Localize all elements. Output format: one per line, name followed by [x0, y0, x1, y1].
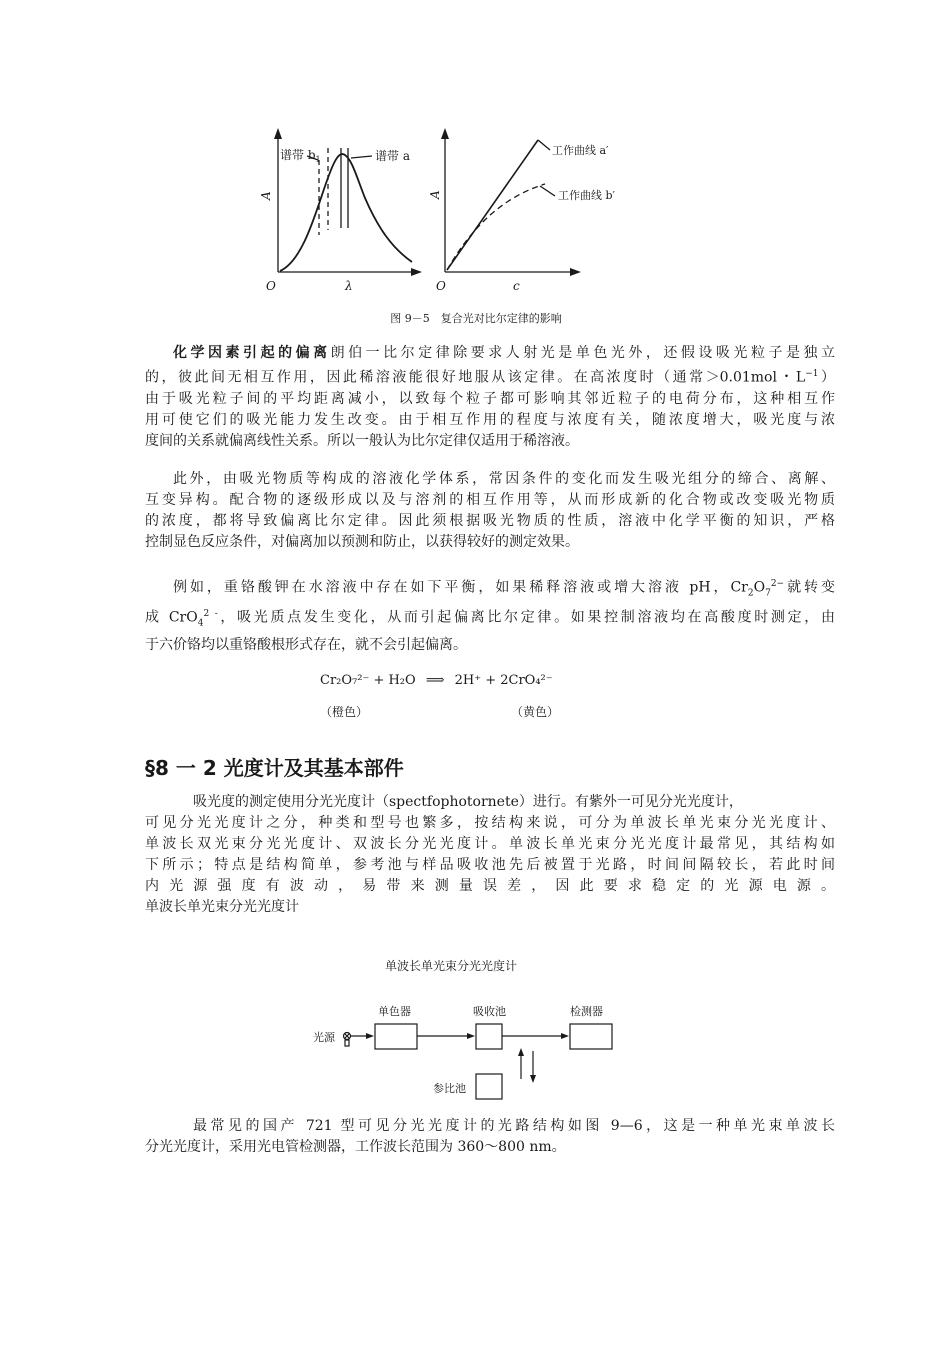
para1-line5: 度间的关系就偏离线性关系。所以一般认为比尔定律仅适用于稀溶液。: [145, 432, 579, 449]
para2-line4: 控制显色反应条件，对偏离加以预测和防止，以获得较好的测定效果。: [145, 534, 579, 550]
para1-line1-text: 朗伯一比尔定律除要求人射光是单色光外，还假设吸光粒子是独立: [330, 345, 836, 361]
light-source-icon: [344, 1033, 351, 1040]
para3-line1: 例如，重铬酸钾在水溶液中存在如下平衡，如果稀释溶液或增大溶液 pH，$Cr_2O_7^{2-}$就转变: [173, 579, 836, 599]
section-heading: §8 一 2 光度计及其基本部件: [145, 756, 404, 780]
paragraph-chemical-deviation: [145, 343, 835, 452]
equilibrium-arrow: ⟹: [425, 673, 445, 688]
para4-line4: 下所示；特点是结构简单，参考池与样品吸收池先后被置于光路，时间间隔较长，若此时间: [145, 857, 835, 873]
para1-bold-lead: 化学因素引起的偏离: [173, 345, 331, 361]
para1-line4: 用可使它们的吸光能力发生改变。由于相互作用的程度与浓度有关，随浓度增大，吸光度与浓: [145, 411, 835, 428]
right-x-axis-label: c: [513, 279, 520, 293]
monochromator-box: [375, 1024, 417, 1049]
paragraph-spectrophotometer: [145, 792, 835, 918]
band-a-label: 谱带 a: [375, 149, 410, 163]
label-light-source: 光源: [313, 1031, 335, 1044]
para4-line5: 内光源强度有波动，易带来测量误差，因此要求稳定的光源电源。: [145, 878, 835, 894]
label-detector: 检测器: [570, 1005, 603, 1018]
working-curve-a: [447, 140, 538, 270]
para1-line2: 的，彼此间无相互作用，因此稀溶液能很好地服从该定律。在高浓度时（通常＞0.01mol・$L^{-1}$）: [145, 369, 836, 386]
right-origin-label: O: [436, 279, 446, 293]
band-b1-label: 谱带 $b_1$: [280, 148, 321, 164]
para3-line3: 于六价铬均以重铬酸根形式存在，就不会引起偏离。: [145, 636, 467, 653]
chemical-equation: [320, 673, 553, 688]
figure-caption: 图 9－5 复合光对比尔定律的影响: [390, 312, 562, 325]
para2-line3: 的浓度，都将导致偏离比尔定律。因此须根据吸光物质的性质，溶液中化学平衡的知识，严格: [145, 513, 835, 529]
paragraph-dichromate-example: [145, 574, 835, 656]
para1-line1: [145, 343, 835, 364]
absorption-band-curve: [280, 154, 412, 271]
label-reference-cell: 参比池: [433, 1082, 466, 1095]
equation-color-orange: （橙色）: [320, 705, 369, 719]
right-y-axis-label: A: [428, 190, 442, 199]
left-origin-label: O: [266, 279, 276, 293]
para4-line2: 可见分光光度计之分，种类和型号也繁多，按结构来说，可分为单波长单光束分光光度计、: [145, 815, 835, 831]
curve-b-leader: [540, 186, 555, 196]
curve-a-leader: [538, 140, 550, 150]
para2-line1: 此外，由吸光物质等构成的溶液化学体系，常因条件的变化而发生吸光组分的缔合、离解、: [173, 471, 835, 487]
left-y-axis-label: A: [259, 191, 273, 200]
para5-line2: 分光光度计，采用光电管检测器，工作波长范围为 360～800 nm。: [145, 1139, 566, 1155]
label-monochromator: 单色器: [378, 1005, 411, 1018]
equation-rhs: 2H⁺ + 2CrO₄²⁻: [454, 673, 553, 688]
equation-color-yellow: （黄色）: [511, 705, 560, 719]
para3-line2: 成 CrO$_4^{2 -}$，吸光质点发生变化，从而引起偏离比尔定律。如果控制溶液均在高酸度时测定，由: [145, 609, 835, 629]
curve-a-label: 工作曲线 a′: [552, 144, 609, 157]
para4-line3: 单波长双光束分光光度计、双波长分光光度计。单波长单光束分光光度计最常见，其结构如: [145, 836, 835, 852]
curve-b-label: 工作曲线 b′: [558, 189, 616, 202]
working-curve-b: [447, 184, 545, 270]
para1-line3: 由于吸光粒子间的平均距离减小，以致每个粒子都可影响其邻近粒子的电荷分布，这种相互作: [145, 390, 835, 407]
detector-box: [570, 1024, 612, 1049]
figure-9-5: [0, 0, 952, 310]
para2-line2: 互变异构。配合物的逐级形成以及与溶剂的相互作用等，从而形成新的化合物或改变吸光物质: [145, 492, 835, 508]
absorption-cell-box: [476, 1024, 502, 1049]
para4-line6: 单波长单光束分光光度计: [145, 899, 299, 915]
label-absorption-cell: 吸收池: [473, 1005, 506, 1018]
para4-line1: 吸光度的测定使用分光光度计（spectfophotornete）进行。有紫外一可见分光光度计，: [193, 794, 743, 810]
paragraph-model-721: [145, 1116, 835, 1158]
paragraph-solution-chemistry: [145, 469, 835, 553]
diagram-title: 单波长单光束分光光度计: [385, 959, 518, 973]
para5-line1: 最常见的国产 721 型可见分光光度计的光路结构如图 9—6，这是一种单光束单波长: [193, 1118, 835, 1134]
left-x-axis-label: λ: [345, 279, 353, 293]
reference-cell-box: [476, 1074, 502, 1099]
band-a-leader: [351, 156, 372, 158]
equation-lhs: Cr₂O₇²⁻ + H₂O: [320, 673, 416, 688]
